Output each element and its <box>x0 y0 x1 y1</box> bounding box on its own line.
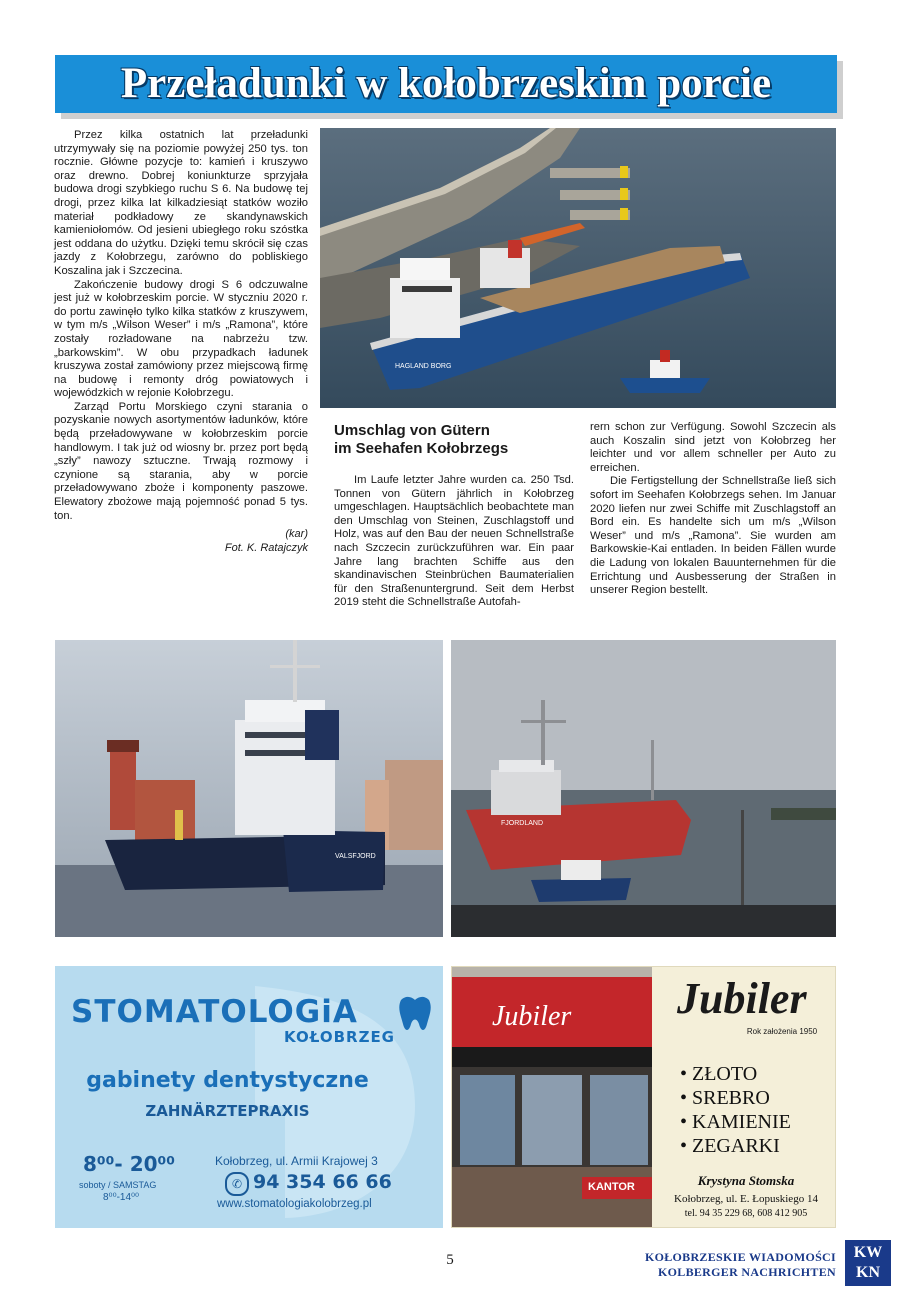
headline-banner <box>55 55 837 113</box>
publication-name <box>600 1250 836 1280</box>
article-de-title-line: Umschlag von Gütern <box>334 422 490 439</box>
shop-photo <box>452 967 652 1228</box>
dental-address: Kołobrzeg, ul. Armii Krajowej 3 <box>215 1154 378 1168</box>
page-number: 5 <box>446 1252 454 1268</box>
publication-name-pl: KOŁOBRZESKIE WIADOMOŚCI <box>644 1250 836 1264</box>
article-author: (kar) <box>285 528 308 541</box>
shop-sign-kantor: KANTOR <box>588 1181 635 1193</box>
ship-name-label: VALSFJORD <box>335 853 376 860</box>
article-de-title <box>334 422 584 458</box>
article-pl-paragraph: Przez kilka ostatnich lat przeładunki utrzymywały się na poziomie powyżej 250 tys. ton rocznie. Główne pozycje to: kamień i kruszywo oraz drewno. Dobrej koniunkturze sprzyjała budowa drogi szybkiego ruchu S 6. Na budowę tej drogi, przez kilka lat kilkadziesiąt statków woziło materiał podkładowy ze skandynawskich kamieniołomów. Od jesieni ubiegłego roku szóstka jest oddana do użytku. Dzięki temu skrócił się czas jazdy z Kołobrzegu, zarówno do pobliskiego Koszalina jak i Szczecina. <box>54 129 308 277</box>
jeweler-founded: Rok założenia 1950 <box>746 1027 818 1036</box>
dental-saturday-label: soboty / SAMSTAG <box>79 1180 157 1190</box>
tooth-icon <box>397 994 433 1034</box>
article-pl-paragraph: Zarząd Portu Morskiego czyni starania o pozyskanie nowych asortymentów ładunków, które będą przeładowywane w kołobrzeskim porcie handlowym. I tak już od wiosny br. przez port będą „szły” nawozy sztuczne. Trwają rozmowy i czynione są starania, aby w porcie przeładowywano zboże i komponenty paszowe. Elewatory zbożowe mają pojemność ponad 5 tys. ton. <box>54 400 308 522</box>
jeweler-item: • ZŁOTO <box>680 1063 758 1085</box>
article-de-col1 <box>334 474 574 610</box>
harbor-photo <box>320 128 836 408</box>
ship-at-quay-photo <box>55 640 443 937</box>
article-de-col2 <box>590 421 836 598</box>
dental-phone: 94 354 66 66 <box>253 1171 392 1193</box>
jeweler-item: • ZEGARKI <box>680 1135 780 1157</box>
article-de-paragraph: rern schon zur Verfügung. Sowohl Szczecin als auch Koszalin sind jetzt von Kołobrzeg her leichter und vor allem schneller per Auto zu erreichen. <box>590 421 836 474</box>
jeweler-owner: Krystyna Stomska <box>697 1173 795 1188</box>
ship-name-label: HAGLAND BORG <box>395 363 452 370</box>
jeweler-item: • KAMIENIE <box>680 1111 791 1133</box>
page-title: Przeładunki w kołobrzeskim porcie <box>120 60 772 107</box>
phone-icon: ✆ <box>225 1172 249 1196</box>
dental-headline: gabinety dentystyczne <box>86 1068 369 1093</box>
shop-sign: Jubiler <box>492 1001 572 1032</box>
article-de-title-line: im Seehafen Kołobrzegs <box>334 440 509 457</box>
jeweler-item: • SREBRO <box>680 1087 770 1109</box>
article-de-paragraph: Im Laufe letzter Jahre wurden ca. 250 Tsd. Tonnen von Gütern jährlich in Kołobrzeg umgeschlagen. Hauptsächlich beobachtete man den Umschlag von Steinen, Zuschlagstoff und Holz, was auf den Bau der neuen Schnellstraße nach Szczecin zurückzuführen war. Ein paar Jahre lang brachten Schiffe aus den skandinavischen Steinbrüchen Baumaterialien für den Straßenuntergrund. Seit dem Herbst 2019 steht die Schnellstraße Autofah- <box>334 474 574 609</box>
dental-saturday-hours: 8⁰⁰-14⁰⁰ <box>103 1192 140 1203</box>
dental-hours: 8⁰⁰- 20⁰⁰ <box>83 1152 176 1176</box>
jeweler-ad <box>451 966 836 1228</box>
publication-logo: KW KN <box>845 1240 891 1286</box>
jeweler-address: Kołobrzeg, ul. E. Łopuskiego 14 <box>674 1193 818 1205</box>
jeweler-logo: Jubiler <box>677 974 807 1023</box>
red-ship-photo <box>451 640 836 937</box>
article-de-paragraph: Die Fertigstellung der Schnellstraße ließ sich sofort im Seehafen Kołobrzegs sehen. Im Januar 2020 liefen nur zwei Schiffe mit Zuschlagstoff an Bord ein. Es handelte sich um m/s „Wilson Weser” und m/s „Ramona”. Sie wurden am Barkowskie-Kai entladen. In beiden Fällen wurde die Ladung von lokalen Bauunternehmen für die Errichtung und Ausbesserung der Straßen in unserer Region bestellt. <box>590 475 836 597</box>
dental-brand: STOMATOLOGiA <box>71 994 358 1030</box>
jeweler-phone: tel. 94 35 229 68, 608 412 905 <box>684 1208 808 1219</box>
publication-name-de: KOLBERGER NACHRICHTEN <box>658 1265 836 1279</box>
article-pl <box>54 129 308 555</box>
dental-website: www.stomatologiakolobrzeg.pl <box>217 1198 372 1210</box>
ship-name-label: FJORDLAND <box>501 820 544 827</box>
dental-city: KOŁOBRZEG <box>284 1028 395 1046</box>
article-pl-paragraph: Zakończenie budowy drogi S 6 odczuwalne jest już w kołobrzeskim porcie. W styczniu 2020 r. do portu zawinęło tylko kilka statków z kruszywem, w tym m/s „Wilson Weser” i m/s „Ramona”, które zostały rozładowane na nabrzeżu tzw. „barkowskim”. W obu przypadkach ładunek kruszywa został zamówiony przez miejscową firmę na budowę i remonty dróg powiatowych i wojewódzkich w rejonie Kołobrzegu. <box>54 278 308 400</box>
dental-ad <box>55 966 443 1228</box>
dental-subheadline: ZAHNÄRZTEPRAXIS <box>145 1102 310 1120</box>
photo-credit: Fot. K. Ratajczyk <box>224 542 308 555</box>
